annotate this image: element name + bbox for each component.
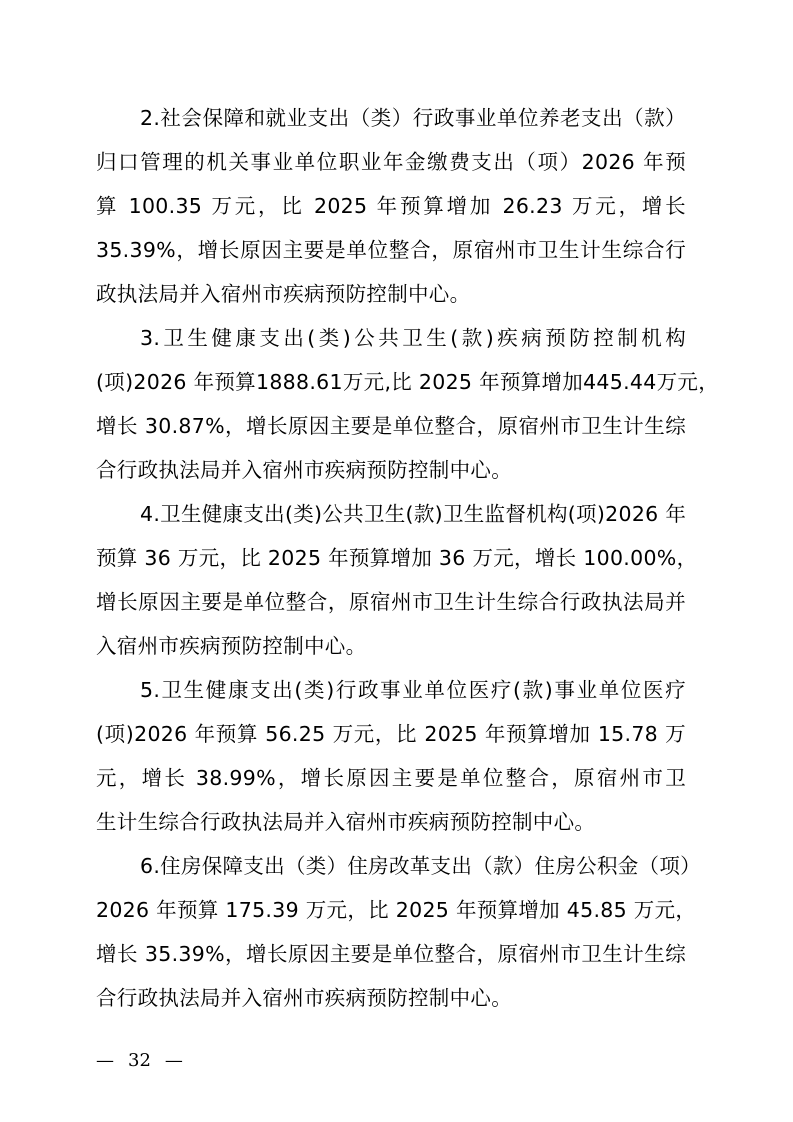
page-number-value: 32 [128, 1050, 151, 1071]
page-number-dash-left: — [96, 1050, 114, 1071]
paragraph-line: 3.卫生健康支出(类)公共卫生(款)疾病预防控制机构 [140, 326, 686, 350]
paragraph-line: 合行政执法局并入宿州市疾病预防控制中心。 [96, 986, 512, 1010]
page-number-dash-right: — [164, 1050, 183, 1071]
paragraph-line: 增长 30.87%，增长原因主要是单位整合，原宿州市卫生计生综 [96, 414, 686, 438]
paragraph-line: 生计生综合行政执法局并入宿州市疾病预防控制中心。 [96, 810, 596, 834]
paragraph-line: 归口管理的机关事业单位职业年金缴费支出（项）2026 年预 [96, 150, 686, 174]
paragraph-disease-control-institution [96, 316, 720, 492]
paragraph-line: 增长原因主要是单位整合，原宿州市卫生计生综合行政执法局并 [96, 590, 686, 614]
paragraph-line: 增长 35.39%，增长原因主要是单位整合，原宿州市卫生计生综 [96, 942, 686, 966]
paragraph-public-institution-medical [96, 668, 686, 844]
paragraph-line: 5.卫生健康支出(类)行政事业单位医疗(款)事业单位医疗 [140, 678, 686, 702]
paragraph-line: (项)2026 年预算 56.25 万元，比 2025 年预算增加 15.78 万 [96, 722, 686, 746]
paragraph-health-supervision-institution [96, 492, 698, 668]
paragraph-line: 2.社会保障和就业支出（类）行政事业单位养老支出（款） [140, 106, 686, 130]
paragraph-line: 政执法局并入宿州市疾病预防控制中心。 [96, 282, 471, 306]
paragraph-housing-provident-fund [96, 844, 701, 1020]
paragraph-line: 6.住房保障支出（类）住房改革支出（款）住房公积金（项） [140, 854, 701, 878]
paragraph-line: (项)2026 年预算1888.61万元,比 2025 年预算增加445.44万元， [96, 370, 720, 394]
paragraph-line: 合行政执法局并入宿州市疾病预防控制中心。 [96, 458, 512, 482]
paragraph-line: 算 100.35 万元，比 2025 年预算增加 26.23 万元，增长 [96, 194, 686, 218]
paragraph-line: 4.卫生健康支出(类)公共卫生(款)卫生监督机构(项)2026 年 [140, 502, 687, 526]
paragraph-line: 入宿州市疾病预防控制中心。 [96, 634, 367, 658]
paragraph-pension-expenditure [96, 96, 686, 316]
page-number [96, 1048, 183, 1074]
paragraph-line: 35.39%，增长原因主要是单位整合，原宿州市卫生计生综合行 [96, 238, 686, 262]
paragraph-line: 预算 36 万元，比 2025 年预算增加 36 万元，增长 100.00%， [96, 546, 698, 570]
paragraph-line: 2026 年预算 175.39 万元，比 2025 年预算增加 45.85 万元， [96, 898, 697, 922]
paragraph-line: 元，增长 38.99%，增长原因主要是单位整合，原宿州市卫 [96, 766, 686, 790]
